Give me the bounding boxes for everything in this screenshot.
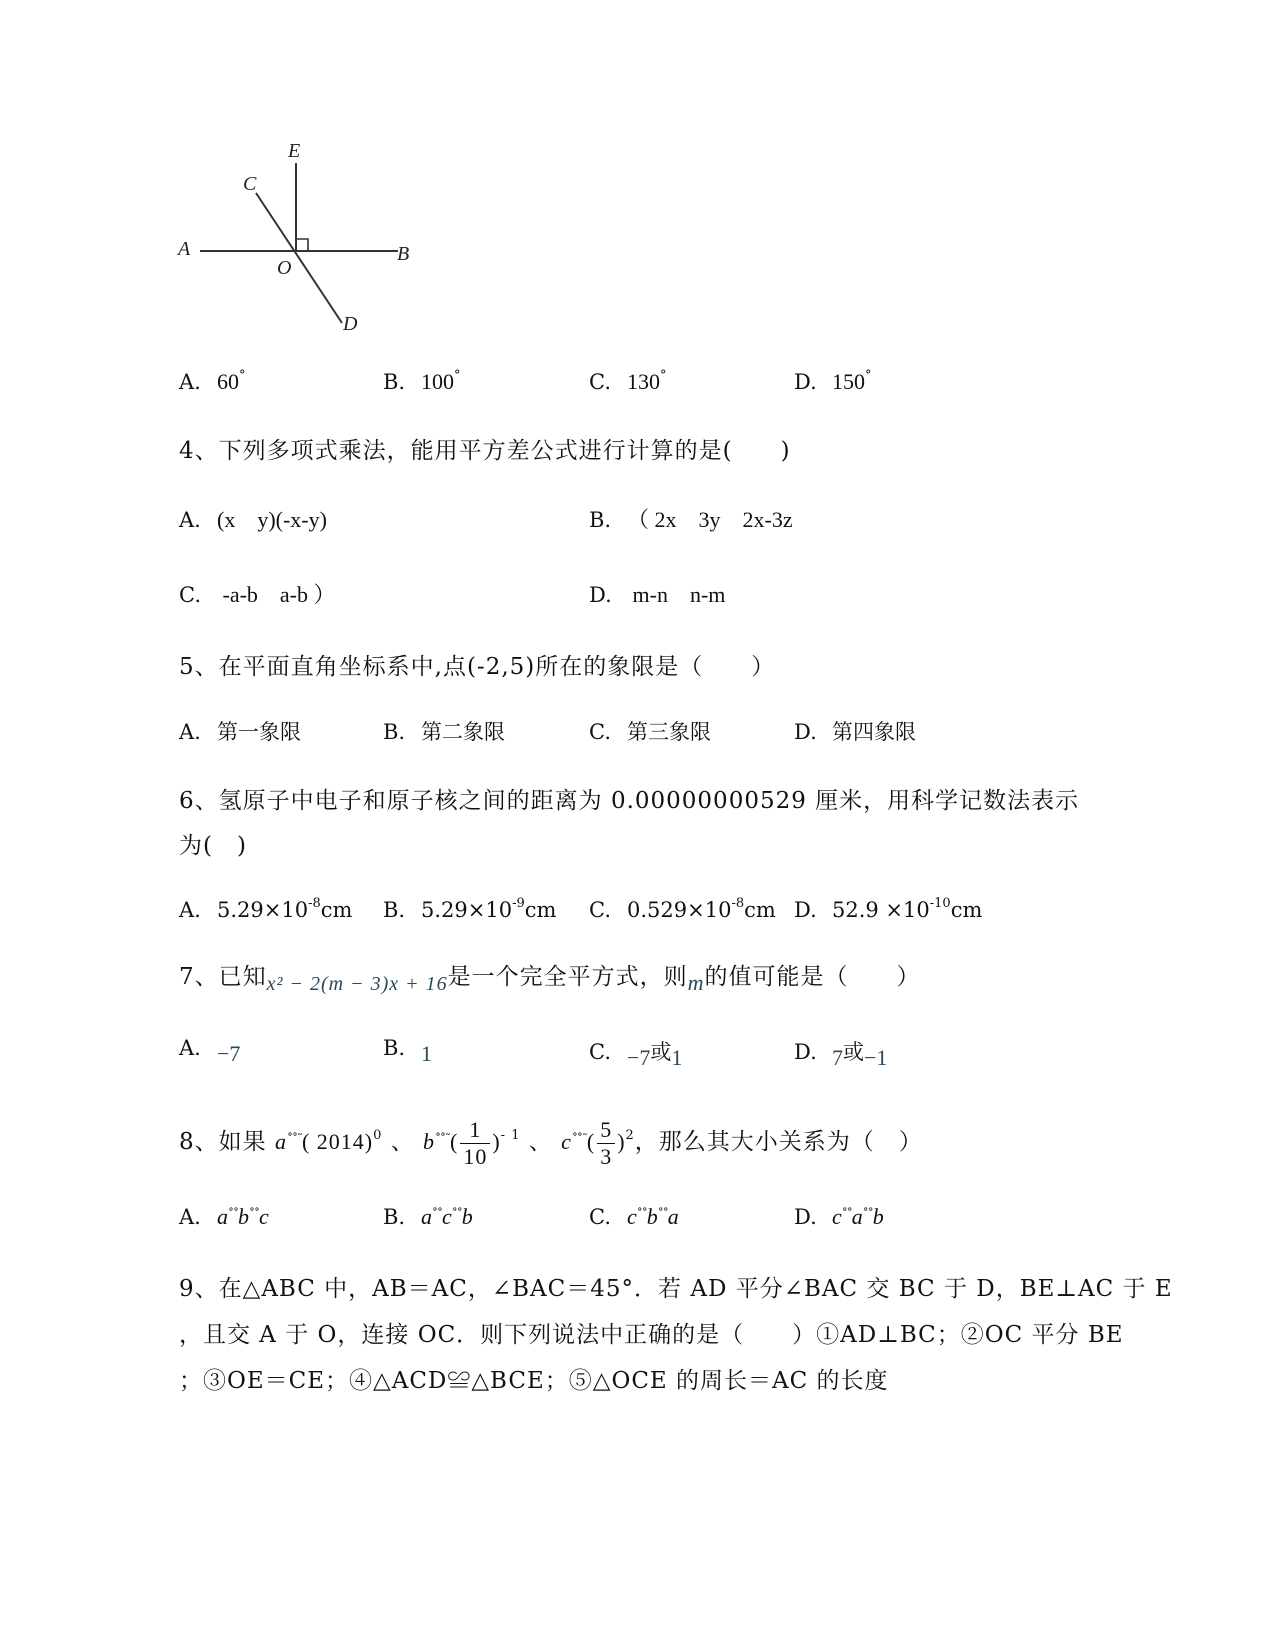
garbled-glyph: ˚˚ <box>249 1207 259 1221</box>
garbled-glyph: ˚˚ <box>657 1207 668 1221</box>
q5-option-b <box>383 716 505 746</box>
var: a <box>851 1204 863 1229</box>
option-label: A. <box>179 508 201 532</box>
option-label: D. <box>794 1040 817 1064</box>
unit: cm <box>744 898 776 922</box>
option-value: 150 <box>832 369 865 394</box>
q9-stem-line3: ；③OE＝CE；④△ACD≌△BCE；⑤△OCE 的周长＝AC 的长度 <box>179 1368 889 1394</box>
option-value-b: −1 <box>864 1045 888 1070</box>
q8-prefix: 8、如果 <box>179 1129 267 1155</box>
q7-expression: x² − 2(m − 3)x + 16 <box>266 973 448 995</box>
option-text: −7 <box>217 1041 241 1066</box>
var: b <box>238 1204 249 1229</box>
q7-prefix: 7、已知 <box>179 964 267 990</box>
power-exp-2: - 1 <box>500 1128 521 1143</box>
option-value-b: 1 <box>671 1045 683 1070</box>
option-value-a: 7 <box>832 1045 843 1070</box>
q8-option-c <box>589 1204 679 1230</box>
garbled-glyph: ˚˚˜ <box>435 1132 451 1146</box>
option-text: -a-b a-b ） <box>217 582 336 607</box>
fraction-denominator: 10 <box>463 1143 488 1169</box>
degree-mark: ° <box>454 368 461 383</box>
option-label: A. <box>179 898 201 922</box>
label-o: O <box>277 257 292 279</box>
q6-option-a <box>179 896 352 922</box>
q6-option-c <box>589 896 776 922</box>
label-c: C <box>243 173 257 195</box>
degree-mark: ° <box>239 368 246 383</box>
q7-suffix: 的值可能是（ ） <box>704 964 921 990</box>
option-label: D. <box>794 1205 817 1229</box>
fraction-numerator: 1 <box>460 1117 490 1144</box>
q7-option-d <box>794 1036 887 1071</box>
option-label: B. <box>383 370 406 394</box>
exponent: -8 <box>731 896 745 911</box>
var: c <box>627 1204 637 1229</box>
q5-option-a <box>179 716 301 746</box>
option-text: 第二象限 <box>421 720 505 744</box>
or-word: 或 <box>843 1040 864 1064</box>
label-e: E <box>288 140 301 162</box>
q3-option-a <box>179 368 246 395</box>
var: a <box>217 1204 228 1229</box>
degree-mark: ° <box>660 368 667 383</box>
label-b: B <box>397 243 410 265</box>
q5-option-c <box>589 716 711 746</box>
exponent: -9 <box>512 896 525 911</box>
q7-option-b <box>383 1036 432 1067</box>
q7-option-a <box>179 1036 240 1067</box>
option-label: D. <box>589 583 612 607</box>
garbled-glyph: ˚˚ <box>451 1207 462 1221</box>
mantissa: 52.9 ×10 <box>832 898 930 922</box>
option-label: B. <box>589 508 612 532</box>
var: c <box>259 1204 269 1229</box>
garbled-glyph: ˚˚ <box>432 1207 442 1221</box>
exponent: -8 <box>308 896 321 911</box>
q4-option-a <box>179 503 327 534</box>
option-label: C. <box>589 898 611 922</box>
exponent: -10 <box>929 896 951 911</box>
option-label: A. <box>179 720 201 744</box>
option-value: 100 <box>421 369 454 394</box>
option-text: （ 2x 3y 2x-3z <box>627 507 793 532</box>
mantissa: 0.529×10 <box>627 898 732 922</box>
separator: 、 <box>520 1129 553 1155</box>
garbled-glyph: ˚˚ <box>841 1207 852 1221</box>
garbled-glyph: ˚˚ <box>862 1207 873 1221</box>
fraction-numerator: 5 <box>597 1117 615 1144</box>
mantissa: 5.29×10 <box>421 898 513 922</box>
q7-variable: m <box>687 970 705 995</box>
option-label: C. <box>179 583 201 607</box>
option-value-a: −7 <box>627 1045 651 1070</box>
separator: 、 <box>382 1129 415 1155</box>
q7-middle: 是一个完全平方式，则 <box>447 964 688 990</box>
q6-option-b <box>383 896 556 922</box>
power-base-1: ( 2014) <box>301 1129 374 1154</box>
q3-option-c <box>589 368 667 395</box>
q7-option-c <box>589 1036 682 1071</box>
var: a <box>421 1204 432 1229</box>
option-label: C. <box>589 720 611 744</box>
q4-option-d <box>589 578 725 609</box>
garbled-glyph: ˚˚˜ <box>286 1132 302 1146</box>
q8-option-b <box>383 1204 473 1230</box>
q4-stem: 4、下列多项式乘法，能用平方差公式进行计算的是( ) <box>179 438 791 464</box>
option-label: D. <box>794 370 817 394</box>
var-b: b <box>423 1129 436 1154</box>
option-label: D. <box>794 898 817 922</box>
unit: cm <box>524 898 557 922</box>
fraction-denominator: 3 <box>600 1143 613 1169</box>
mantissa: 5.29×10 <box>217 898 309 922</box>
right-angle-mark <box>296 239 308 251</box>
var: c <box>832 1204 842 1229</box>
option-label: B. <box>383 720 406 744</box>
q5-stem: 5、在平面直角坐标系中,点(-2,5)所在的象限是（ ） <box>179 654 776 680</box>
power-exp-1: 0 <box>373 1128 383 1143</box>
var: c <box>442 1204 452 1229</box>
var: b <box>646 1204 658 1229</box>
unit: cm <box>950 898 983 922</box>
degree-mark: ° <box>865 368 872 383</box>
option-text: m-n n-m <box>627 582 726 607</box>
option-label: D. <box>794 720 817 744</box>
angle-figure <box>170 135 430 340</box>
option-text: (x y)(-x-y) <box>217 507 327 532</box>
option-label: B. <box>383 1205 406 1229</box>
q9-stem-line1: 9、在△ABC 中，AB＝AC，∠BAC＝45°．若 AD 平分∠BAC 交 BC 于 D，BE⊥AC 于 E <box>179 1276 1173 1302</box>
q4-option-b <box>589 503 793 534</box>
var-c: c <box>561 1129 572 1154</box>
var: a <box>667 1204 679 1229</box>
q8-suffix: ，那么其大小关系为（ ） <box>634 1129 923 1155</box>
option-value: 130 <box>627 369 660 394</box>
option-label: B. <box>383 898 406 922</box>
option-label: A. <box>179 370 201 394</box>
q3-option-b <box>383 368 461 395</box>
q7-stem <box>179 958 921 996</box>
label-d: D <box>343 313 358 335</box>
option-text: 1 <box>421 1041 432 1066</box>
line-cd <box>256 193 342 323</box>
fraction-1-10 <box>460 1117 490 1170</box>
q6-option-d <box>794 896 982 922</box>
var: b <box>872 1204 884 1229</box>
option-label: B. <box>383 1036 406 1060</box>
q5-option-d <box>794 716 916 746</box>
option-text: 第三象限 <box>627 720 711 744</box>
q6-stem-line2: 为( ) <box>179 833 247 859</box>
q4-option-c <box>179 578 336 609</box>
q6-stem-line1: 6、氢原子中电子和原子核之间的距离为 0.00000000529 厘米，用科学记数法表示 <box>179 788 1080 814</box>
q8-option-d <box>794 1204 884 1230</box>
q9-stem-line2: ，且交 A 于 O，连接 OC．则下列说法中正确的是（ ）①AD⊥BC；②OC 平分 BE <box>179 1322 1124 1348</box>
option-label: C. <box>589 370 611 394</box>
garbled-glyph: ˚˚ <box>228 1207 238 1221</box>
option-text: 第四象限 <box>832 720 916 744</box>
option-label: C. <box>589 1040 611 1064</box>
option-text: 第一象限 <box>217 720 301 744</box>
unit: cm <box>320 898 353 922</box>
label-a: A <box>178 238 191 260</box>
garbled-glyph: ˚˚ <box>636 1207 647 1221</box>
option-label: A. <box>179 1036 201 1060</box>
var: b <box>461 1204 473 1229</box>
var-a: a <box>274 1129 287 1154</box>
q3-option-d <box>794 368 872 395</box>
fraction-5-3 <box>597 1117 615 1170</box>
power-exp-3: 2 <box>625 1128 635 1143</box>
or-word: 或 <box>650 1040 672 1064</box>
garbled-glyph: ˚˚˜ <box>571 1132 587 1146</box>
q8-stem: 8、如果 a˚˚˜( 2014)$^0$ 、 b˚˚˜( $\frac{1}{10}$ )$^{- 1}$ 、 c˚˚˜( $\frac{5}{3}$ )$^2$，那么其大小关系为（ ） <box>179 1116 923 1169</box>
q8-option-a <box>179 1204 269 1230</box>
option-value: 60 <box>217 369 239 394</box>
option-label: C. <box>589 1205 611 1229</box>
option-label: A. <box>179 1205 201 1229</box>
